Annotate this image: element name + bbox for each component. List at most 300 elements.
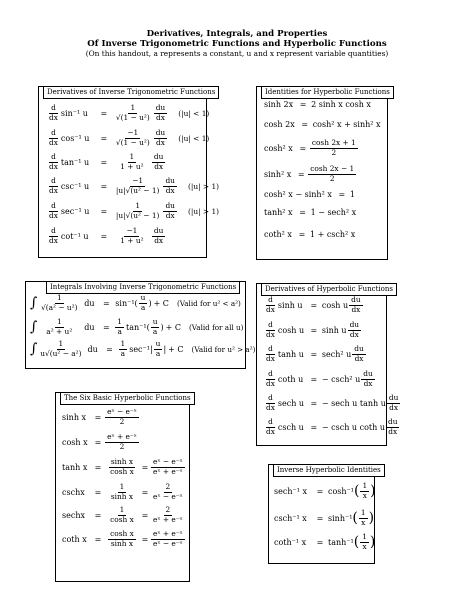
plus-constant: + C [168, 344, 184, 354]
definition-fraction-denominator: cosh x [110, 514, 134, 524]
basic-hyperbolic-box [55, 392, 190, 582]
plus-constant: + C [165, 322, 181, 332]
integral-row [30, 294, 241, 312]
du-dx-fraction [361, 370, 375, 388]
du-dx-fraction-denominator: dx [165, 210, 175, 220]
argument-fraction [151, 318, 160, 336]
integrand-fraction [38, 318, 80, 336]
right-paren-icon: ) [148, 298, 152, 308]
d-dx-fraction [47, 202, 60, 220]
derivative-row [263, 418, 400, 436]
argument-fraction-numerator: u [140, 293, 146, 302]
identity-rhs: 2 sinh x cosh x [311, 100, 371, 109]
derivative-row [46, 227, 176, 245]
right-paren-icon: ) [368, 510, 375, 527]
definition-fraction [105, 506, 139, 524]
function-label: sin⁻¹ [115, 298, 135, 308]
integrand-fraction-numerator: 1 [56, 317, 62, 326]
d-dx-fraction [264, 370, 277, 388]
result-fraction [114, 227, 150, 245]
argument-fraction [360, 482, 369, 500]
definition-fraction-numerator: eˣ + e⁻ˣ [107, 432, 137, 441]
du-dx-fraction-numerator: du [155, 128, 166, 137]
d-dx-fraction [47, 129, 60, 147]
left-paren-icon: ( [353, 534, 360, 551]
result-fraction [114, 104, 152, 122]
equals-sign: = [316, 486, 324, 496]
d-dx-fraction-numerator: d [51, 152, 56, 161]
result-fraction-denominator: 1 + u² [120, 161, 144, 171]
identity-rhs: 1 + csch² x [309, 230, 356, 239]
d-dx-fraction-denominator: dx [49, 161, 58, 171]
identity-lhs: coth⁻¹ x [274, 537, 307, 547]
integrand-fraction-denominator: u√(u² − a²) [40, 348, 82, 358]
exponential-fraction-numerator: eˣ − e⁻ˣ [153, 457, 183, 466]
identity-fraction-numerator: cosh 2x + 1 [311, 138, 356, 147]
derivative-row [46, 153, 176, 171]
equals-sign: = [102, 298, 110, 308]
d-dx-fraction [47, 104, 60, 122]
box-title: Derivatives of Inverse Trigonometric Functions [43, 86, 219, 99]
d-dx-fraction-denominator: dx [266, 329, 275, 339]
page-subtitle: (On this handout, a represents a constant, u and x represent variable quantities) [85, 49, 389, 58]
du-dx-fraction-denominator: dx [363, 378, 373, 388]
identity-fraction [310, 139, 358, 157]
equals-sign: = [299, 143, 307, 153]
condition-label: (|u| < 1) [178, 108, 210, 118]
du-label: du [84, 298, 95, 308]
du-dx-fraction-numerator: du [165, 201, 175, 210]
equals-sign: = [100, 206, 108, 216]
d-dx-fraction-numerator: d [51, 226, 56, 235]
du-dx-fraction-numerator: du [155, 103, 166, 112]
result-fraction-denominator: 1 + u² [120, 235, 144, 245]
equals-sign: = [298, 230, 306, 239]
equals-sign: = [141, 534, 149, 544]
function-label: coth u [277, 374, 304, 384]
equals-sign: = [102, 322, 110, 332]
function-label: cosh u [277, 325, 305, 335]
result-fraction-numerator: −1 [127, 128, 139, 137]
argument-fraction-denominator: x [362, 490, 367, 500]
left-paren-icon: ( [352, 510, 358, 527]
coefficient-fraction [115, 318, 124, 336]
d-dx-fraction-denominator: dx [266, 426, 275, 436]
argument-fraction-denominator: a [140, 302, 146, 312]
integral-sign-icon: ∫ [30, 295, 38, 312]
argument-fraction-numerator: u [152, 317, 158, 326]
equals-sign: = [100, 181, 108, 191]
derivative-result: − sech u tanh u [321, 398, 386, 408]
result-fraction-denominator: |u|√(u² − 1) [115, 210, 160, 220]
exponential-fraction [151, 506, 185, 524]
identity-row [264, 165, 357, 183]
result-fraction-denominator: √(1 − u²) [115, 112, 150, 122]
d-dx-fraction [47, 153, 60, 171]
equals-sign: = [310, 422, 318, 432]
definition-fraction [105, 433, 139, 451]
argument-fraction [360, 533, 369, 551]
box-title: Derivatives of Hyperbolic Functions [261, 283, 397, 296]
du-dx-fraction-numerator: du [153, 152, 164, 161]
identity-row [264, 190, 355, 199]
definition-fraction-numerator: 1 [119, 482, 125, 491]
argument-fraction-denominator: x [361, 517, 366, 527]
exponential-fraction-numerator: 2 [165, 505, 171, 514]
function-label: sechx [62, 510, 85, 520]
hyperbolic-identities-box [256, 86, 388, 260]
equals-sign: = [100, 108, 108, 118]
du-dx-fraction-numerator: du [153, 226, 164, 235]
identity-lhs: cosh² x [264, 143, 293, 153]
d-dx-fraction [264, 418, 277, 436]
derivative-row [263, 370, 376, 388]
d-dx-fraction-denominator: dx [49, 185, 58, 195]
equals-sign: = [310, 300, 318, 310]
result-fraction-numerator: 1 [129, 152, 135, 161]
du-dx-fraction [348, 321, 362, 339]
identity-lhs: csch⁻¹ x [274, 513, 307, 523]
d-dx-fraction [264, 321, 277, 339]
function-label: cosh x [62, 437, 88, 447]
definition-row [62, 506, 186, 524]
identity-rhs: 1 [349, 190, 355, 199]
derivative-result: − csch² u [321, 374, 361, 384]
du-dx-fraction-denominator: dx [349, 329, 359, 339]
d-dx-fraction [264, 345, 277, 363]
function-label: tanh x [62, 462, 88, 472]
integrand-fraction-denominator: √(a² − u²) [41, 302, 78, 312]
identity-row [264, 139, 359, 157]
du-dx-fraction-denominator: dx [165, 185, 175, 195]
d-dx-fraction-numerator: d [268, 417, 273, 426]
exponential-fraction [151, 483, 185, 501]
definition-fraction [105, 483, 139, 501]
du-dx-fraction-denominator: dx [351, 304, 361, 314]
identity-row [264, 100, 371, 109]
d-dx-fraction-numerator: d [51, 176, 56, 185]
function-label: sec⁻¹ [129, 344, 150, 354]
page-title-line-2: Of Inverse Trigonometric Functions and Hyperbolic Functions [87, 39, 387, 49]
definition-fraction-numerator: eˣ − e⁻ˣ [107, 407, 137, 416]
left-paren-icon: | [149, 344, 153, 354]
du-dx-fraction-denominator: dx [156, 112, 165, 122]
exponential-fraction-denominator: eˣ + e⁻ˣ [153, 466, 183, 476]
argument-fraction-denominator: a [155, 348, 161, 358]
equals-sign: = [141, 462, 149, 472]
du-dx-fraction-numerator: du [387, 417, 398, 426]
d-dx-fraction-denominator: dx [266, 378, 275, 388]
definition-fraction-denominator: sinh x [110, 491, 134, 501]
integrand-fraction [38, 340, 83, 358]
argument-fraction-denominator: x [362, 541, 367, 551]
derivative-result: cosh u [321, 300, 349, 310]
function-label: csc⁻¹ u [60, 181, 90, 191]
d-dx-fraction [264, 296, 277, 314]
du-dx-fraction-denominator: dx [354, 353, 364, 363]
function-label: sin⁻¹ u [60, 108, 88, 118]
du-dx-fraction [163, 202, 177, 220]
d-dx-fraction [264, 394, 277, 412]
result-fraction [114, 202, 162, 220]
identity-fraction-numerator: cosh 2x − 1 [310, 164, 355, 173]
du-dx-fraction-numerator: du [354, 344, 364, 353]
identity-row [264, 230, 355, 239]
equals-sign: = [310, 398, 318, 408]
exponential-fraction-denominator: eˣ + e⁻ˣ [153, 514, 183, 524]
identity-row [274, 533, 375, 551]
box-title: Identities for Hyperbolic Functions [261, 86, 394, 99]
function-label: sec⁻¹ u [60, 206, 90, 216]
result-fraction [114, 129, 152, 147]
du-dx-fraction [152, 227, 166, 245]
result-fraction-numerator: −1 [132, 176, 144, 185]
equals-sign: = [310, 349, 318, 359]
argument-fraction [359, 509, 368, 527]
du-dx-fraction-denominator: dx [154, 235, 164, 245]
du-dx-fraction-denominator: dx [388, 426, 398, 436]
coefficient-fraction-denominator: a [117, 326, 122, 336]
argument-fraction [154, 340, 163, 358]
identity-lhs: sinh 2x [264, 100, 294, 109]
d-dx-fraction-numerator: d [268, 393, 273, 402]
argument-fraction-numerator: 1 [362, 481, 368, 490]
box-title: Inverse Hyperbolic Identities [273, 464, 385, 477]
equals-sign: = [94, 510, 102, 520]
result-fraction [114, 177, 162, 195]
du-dx-fraction-numerator: du [165, 176, 175, 185]
condition-label: (|u| > 1) [187, 181, 220, 191]
definition-fraction-numerator: 1 [119, 505, 125, 514]
derivative-row [263, 321, 362, 339]
du-dx-fraction-denominator: dx [389, 402, 399, 412]
result-fraction-denominator: |u|√(u² − 1) [115, 185, 160, 195]
equals-sign: = [301, 120, 309, 129]
box-title: Integrals Involving Inverse Trigonometric Functions [46, 281, 240, 294]
coefficient-fraction-denominator: a [120, 348, 126, 358]
integral-row [30, 318, 243, 336]
definition-row [62, 458, 186, 476]
d-dx-fraction-numerator: d [51, 103, 56, 112]
right-paren-icon: | [163, 344, 167, 354]
definition-row [62, 433, 140, 451]
function-label: coth x [62, 534, 87, 544]
condition-label: (Valid for u² > a²) [191, 344, 256, 354]
derivative-result: sinh u [321, 325, 347, 335]
definition-row [62, 530, 186, 548]
argument-fraction-numerator: 1 [360, 508, 366, 517]
integrand-fraction [38, 294, 80, 312]
d-dx-fraction-denominator: dx [266, 402, 275, 412]
argument-fraction-numerator: 1 [362, 532, 367, 541]
function-label: tanh u [277, 349, 304, 359]
du-dx-fraction [152, 153, 166, 171]
identity-lhs: cosh 2x [264, 120, 295, 129]
integral-sign-icon: ∫ [30, 341, 38, 358]
du-dx-fraction [154, 104, 168, 122]
integrand-fraction-numerator: 1 [56, 293, 62, 302]
right-paren-icon: ) [160, 322, 164, 332]
identity-lhs: coth² x [264, 230, 292, 239]
function-label: cosh⁻¹ [328, 486, 354, 496]
result-fraction-numerator: 1 [135, 201, 141, 210]
exponential-fraction [151, 530, 185, 548]
du-dx-fraction-numerator: du [351, 295, 361, 304]
function-label: cschx [62, 487, 85, 497]
exponential-fraction-numerator: eˣ + e⁻ˣ [153, 529, 183, 538]
function-label: sinh u [277, 300, 303, 310]
identity-row [274, 509, 374, 527]
left-paren-icon: ( [353, 483, 360, 500]
condition-label: (|u| > 1) [187, 206, 220, 216]
box-title: The Six Basic Hyperbolic Functions [60, 392, 195, 405]
argument-fraction-numerator: u [155, 339, 161, 348]
exponential-fraction-denominator: eˣ − e⁻ˣ [153, 491, 183, 501]
function-label: csch u [277, 422, 304, 432]
identity-rhs: 1 − sech² x [310, 208, 357, 217]
derivative-row [263, 296, 364, 314]
hyperbolic-derivatives-box [256, 283, 399, 446]
left-paren-icon: ( [134, 298, 138, 308]
du-dx-fraction-denominator: dx [154, 161, 164, 171]
exponential-fraction-numerator: 2 [165, 482, 171, 491]
du-dx-fraction-numerator: du [388, 393, 399, 402]
du-label: du [84, 322, 95, 332]
definition-row [62, 408, 140, 426]
condition-label: (|u| < 1) [178, 133, 210, 143]
d-dx-fraction-numerator: d [268, 295, 273, 304]
identity-fraction-denominator: 2 [329, 173, 335, 183]
plus-constant: + C [153, 298, 169, 308]
identity-row [264, 120, 381, 129]
derivative-row [263, 345, 367, 363]
page-title-line-1: Derivatives, Integrals, and Properties [146, 29, 328, 39]
d-dx-fraction-numerator: d [268, 320, 273, 329]
equals-sign: = [310, 374, 318, 384]
definition-fraction-denominator: sinh x [110, 538, 134, 548]
equals-sign: = [94, 534, 102, 544]
result-fraction-denominator: √(1 − u²) [115, 137, 150, 147]
identity-row [274, 482, 376, 500]
result-fraction [114, 153, 150, 171]
equals-sign: = [100, 157, 108, 167]
equals-sign: = [299, 208, 306, 217]
function-label: cot⁻¹ u [60, 231, 89, 241]
function-label: tan⁻¹ u [60, 157, 90, 167]
d-dx-fraction-denominator: dx [49, 112, 58, 122]
derivative-result: sech² u [321, 349, 352, 359]
d-dx-fraction [47, 177, 60, 195]
equals-sign: = [316, 537, 324, 547]
d-dx-fraction-denominator: dx [49, 235, 58, 245]
equals-sign: = [316, 513, 324, 523]
coefficient-fraction-numerator: 1 [120, 339, 126, 348]
d-dx-fraction-denominator: dx [49, 137, 58, 147]
d-dx-fraction-numerator: d [268, 369, 273, 378]
equals-sign: = [141, 487, 149, 497]
equals-sign: = [94, 487, 102, 497]
du-dx-fraction [163, 177, 177, 195]
d-dx-fraction-denominator: dx [266, 304, 275, 314]
argument-fraction [139, 294, 148, 312]
d-dx-fraction-denominator: dx [266, 353, 275, 363]
du-dx-fraction [154, 129, 168, 147]
equals-sign: = [297, 169, 305, 179]
identity-lhs: sech⁻¹ x [274, 486, 307, 496]
d-dx-fraction-denominator: dx [49, 210, 58, 220]
du-dx-fraction [349, 296, 363, 314]
equals-sign: = [94, 462, 102, 472]
inv-trig-integrals-box [25, 281, 256, 369]
integral-sign-icon: ∫ [30, 319, 38, 336]
derivative-row [46, 104, 209, 122]
du-dx-fraction-denominator: dx [156, 137, 165, 147]
function-label: sinh⁻¹ [328, 513, 353, 523]
exponential-fraction-denominator: eˣ − e⁻ˣ [153, 538, 183, 548]
definition-fraction-denominator: 2 [119, 441, 125, 451]
d-dx-fraction-numerator: d [51, 201, 56, 210]
du-dx-fraction [352, 345, 366, 363]
definition-fraction-denominator: cosh x [110, 466, 134, 476]
derivative-row [46, 177, 219, 195]
du-dx-fraction [387, 394, 401, 412]
definition-fraction [105, 408, 139, 426]
identity-lhs: tanh² x [264, 208, 293, 217]
definition-fraction-denominator: 2 [119, 416, 125, 426]
du-dx-fraction-numerator: du [349, 320, 360, 329]
du-dx-fraction-numerator: du [363, 369, 373, 378]
coefficient-fraction-numerator: 1 [117, 317, 122, 326]
definition-fraction-numerator: cosh x [110, 529, 134, 538]
d-dx-fraction-numerator: d [268, 344, 273, 353]
identity-lhs: cosh² x − sinh² x [264, 190, 332, 199]
equals-sign: = [100, 133, 108, 143]
definition-fraction-numerator: sinh x [110, 457, 134, 466]
result-fraction-numerator: 1 [130, 103, 136, 112]
left-paren-icon: ( [146, 322, 150, 332]
equals-sign: = [100, 231, 108, 241]
integrand-fraction-numerator: 1 [58, 339, 64, 348]
right-paren-icon: ) [369, 534, 376, 551]
identity-rhs: cosh² x + sinh² x [312, 120, 381, 129]
function-label: tanh⁻¹ [328, 537, 354, 547]
condition-label: (Valid for u² < a²) [176, 298, 241, 308]
equals-sign: = [94, 412, 102, 422]
inverse-hyperbolic-identities-box [268, 464, 381, 564]
derivative-row [263, 394, 401, 412]
argument-fraction-denominator: a [152, 326, 158, 336]
derivative-result: − csch u coth u [321, 422, 385, 432]
condition-label: (Valid for all u) [188, 322, 244, 332]
identity-lhs: sinh² x [264, 169, 292, 179]
coefficient-fraction [119, 340, 128, 358]
equals-sign: = [94, 437, 102, 447]
equals-sign: = [338, 190, 346, 199]
du-label: du [87, 344, 98, 354]
identity-row [264, 208, 356, 217]
identity-fraction [308, 165, 356, 183]
exponential-fraction [151, 458, 185, 476]
right-paren-icon: ) [370, 483, 376, 500]
definition-row [62, 483, 186, 501]
derivative-row [46, 129, 209, 147]
integral-row [30, 340, 255, 358]
identity-fraction-denominator: 2 [331, 147, 337, 157]
equals-sign: = [310, 325, 318, 335]
derivative-row [46, 202, 219, 220]
function-label: sech u [277, 398, 305, 408]
du-dx-fraction [386, 418, 400, 436]
